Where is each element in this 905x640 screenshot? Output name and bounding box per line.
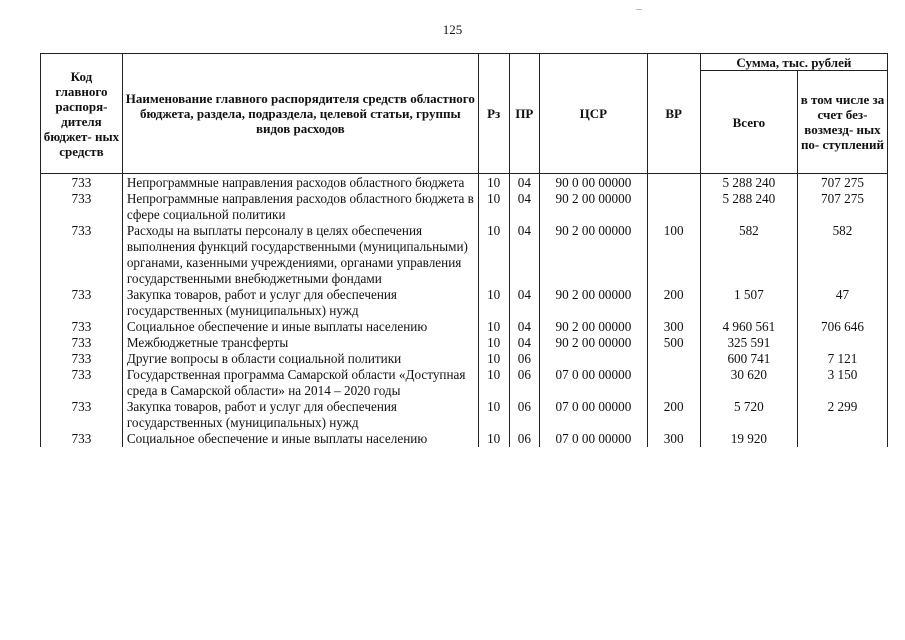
cell-pr: 04 (509, 223, 540, 287)
cell-rz: 10 (478, 335, 509, 351)
page-number: 125 (442, 22, 463, 37)
cell-name: Непрограммные направления расходов областного бюджета (122, 174, 478, 192)
cell-total: 30 620 (700, 367, 797, 399)
cell-name: Закупка товаров, работ и услуг для обеспечения государственных (муниципальных) нужд (122, 287, 478, 319)
cell-pr: 06 (509, 367, 540, 399)
cell-total: 5 288 240 (700, 191, 797, 223)
cell-vr: 300 (647, 431, 700, 447)
cell-pr: 04 (509, 174, 540, 192)
cell-total: 19 920 (700, 431, 797, 447)
cell-total: 4 960 561 (700, 319, 797, 335)
cell-pr: 04 (509, 287, 540, 319)
cell-code: 733 (41, 399, 123, 431)
cell-rz: 10 (478, 319, 509, 335)
cell-name: Непрограммные направления расходов областного бюджета в сфере социальной политики (122, 191, 478, 223)
scan-mark (636, 9, 642, 10)
cell-csr: 90 2 00 00000 (540, 319, 647, 335)
cell-total: 5 720 (700, 399, 797, 431)
cell-rz: 10 (478, 399, 509, 431)
cell-pr: 04 (509, 335, 540, 351)
cell-free (797, 431, 887, 447)
cell-csr: 90 2 00 00000 (540, 287, 647, 319)
cell-pr: 04 (509, 319, 540, 335)
header-rz: Рз (478, 54, 509, 174)
cell-free: 3 150 (797, 367, 887, 399)
cell-rz: 10 (478, 367, 509, 399)
cell-rz: 10 (478, 287, 509, 319)
cell-csr: 90 2 00 00000 (540, 223, 647, 287)
cell-csr: 90 0 00 00000 (540, 174, 647, 192)
cell-name: Государственная программа Самарской области «Доступная среда в Самарской области» на 2014 – 2020 годы (122, 367, 478, 399)
cell-free: 582 (797, 223, 887, 287)
header-vr: ВР (647, 54, 700, 174)
cell-rz: 10 (478, 431, 509, 447)
cell-total: 1 507 (700, 287, 797, 319)
cell-vr (647, 367, 700, 399)
table-row (41, 335, 888, 351)
header-sum-group: Сумма, тыс. рублей (700, 54, 887, 71)
cell-pr: 06 (509, 399, 540, 431)
header-free: в том числе за счет без- возмезд- ных по- ступлений (797, 71, 887, 174)
cell-code: 733 (41, 174, 123, 192)
table-row (41, 367, 888, 399)
cell-vr (647, 174, 700, 192)
table-row (41, 399, 888, 431)
cell-pr: 04 (509, 191, 540, 223)
cell-vr (647, 191, 700, 223)
cell-code: 733 (41, 191, 123, 223)
cell-name: Межбюджетные трансферты (122, 335, 478, 351)
cell-rz: 10 (478, 191, 509, 223)
table-body (41, 174, 888, 448)
cell-name: Социальное обеспечение и иные выплаты населению (122, 319, 478, 335)
cell-name: Другие вопросы в области социальной политики (122, 351, 478, 367)
header-pr: ПР (509, 54, 540, 174)
cell-code: 733 (41, 351, 123, 367)
cell-code: 733 (41, 335, 123, 351)
cell-code: 733 (41, 431, 123, 447)
cell-pr: 06 (509, 351, 540, 367)
cell-free: 7 121 (797, 351, 887, 367)
table-row (41, 431, 888, 447)
cell-name: Социальное обеспечение и иные выплаты населению (122, 431, 478, 447)
cell-code: 733 (41, 223, 123, 287)
cell-total: 600 741 (700, 351, 797, 367)
cell-total: 325 591 (700, 335, 797, 351)
table-row (41, 319, 888, 335)
table-row (41, 174, 888, 192)
cell-free: 47 (797, 287, 887, 319)
cell-rz: 10 (478, 223, 509, 287)
cell-vr: 100 (647, 223, 700, 287)
cell-vr (647, 351, 700, 367)
cell-free: 707 275 (797, 191, 887, 223)
header-csr: ЦСР (540, 54, 647, 174)
table-row (41, 287, 888, 319)
cell-csr (540, 351, 647, 367)
cell-pr: 06 (509, 431, 540, 447)
header-name: Наименование главного распорядителя средств областного бюджета, раздела, подраздела, целевой статьи, группы видов расходов (122, 54, 478, 174)
cell-code: 733 (41, 367, 123, 399)
cell-vr: 300 (647, 319, 700, 335)
cell-free: 2 299 (797, 399, 887, 431)
table-row (41, 223, 888, 287)
cell-vr: 200 (647, 287, 700, 319)
cell-csr: 07 0 00 00000 (540, 399, 647, 431)
cell-name: Закупка товаров, работ и услуг для обеспечения государственных (муниципальных) нужд (122, 399, 478, 431)
cell-name: Расходы на выплаты персоналу в целях обеспечения выполнения функций государственными (муниципальными) органами, казенными учреждениями, органами управления государственными внебюджетными фондами (122, 223, 478, 287)
cell-free: 707 275 (797, 174, 887, 192)
cell-total: 5 288 240 (700, 174, 797, 192)
header-code: Код главного распоря- дителя бюджет- ных средств (41, 54, 123, 174)
cell-rz: 10 (478, 174, 509, 192)
cell-csr: 07 0 00 00000 (540, 367, 647, 399)
cell-free (797, 335, 887, 351)
cell-csr: 07 0 00 00000 (540, 431, 647, 447)
cell-vr: 500 (647, 335, 700, 351)
table-header (41, 54, 888, 174)
budget-table (40, 53, 888, 447)
cell-csr: 90 2 00 00000 (540, 335, 647, 351)
header-total: Всего (700, 71, 797, 174)
cell-code: 733 (41, 287, 123, 319)
cell-rz: 10 (478, 351, 509, 367)
table-row (41, 191, 888, 223)
cell-total: 582 (700, 223, 797, 287)
cell-csr: 90 2 00 00000 (540, 191, 647, 223)
cell-free: 706 646 (797, 319, 887, 335)
cell-code: 733 (41, 319, 123, 335)
cell-vr: 200 (647, 399, 700, 431)
table-row (41, 351, 888, 367)
